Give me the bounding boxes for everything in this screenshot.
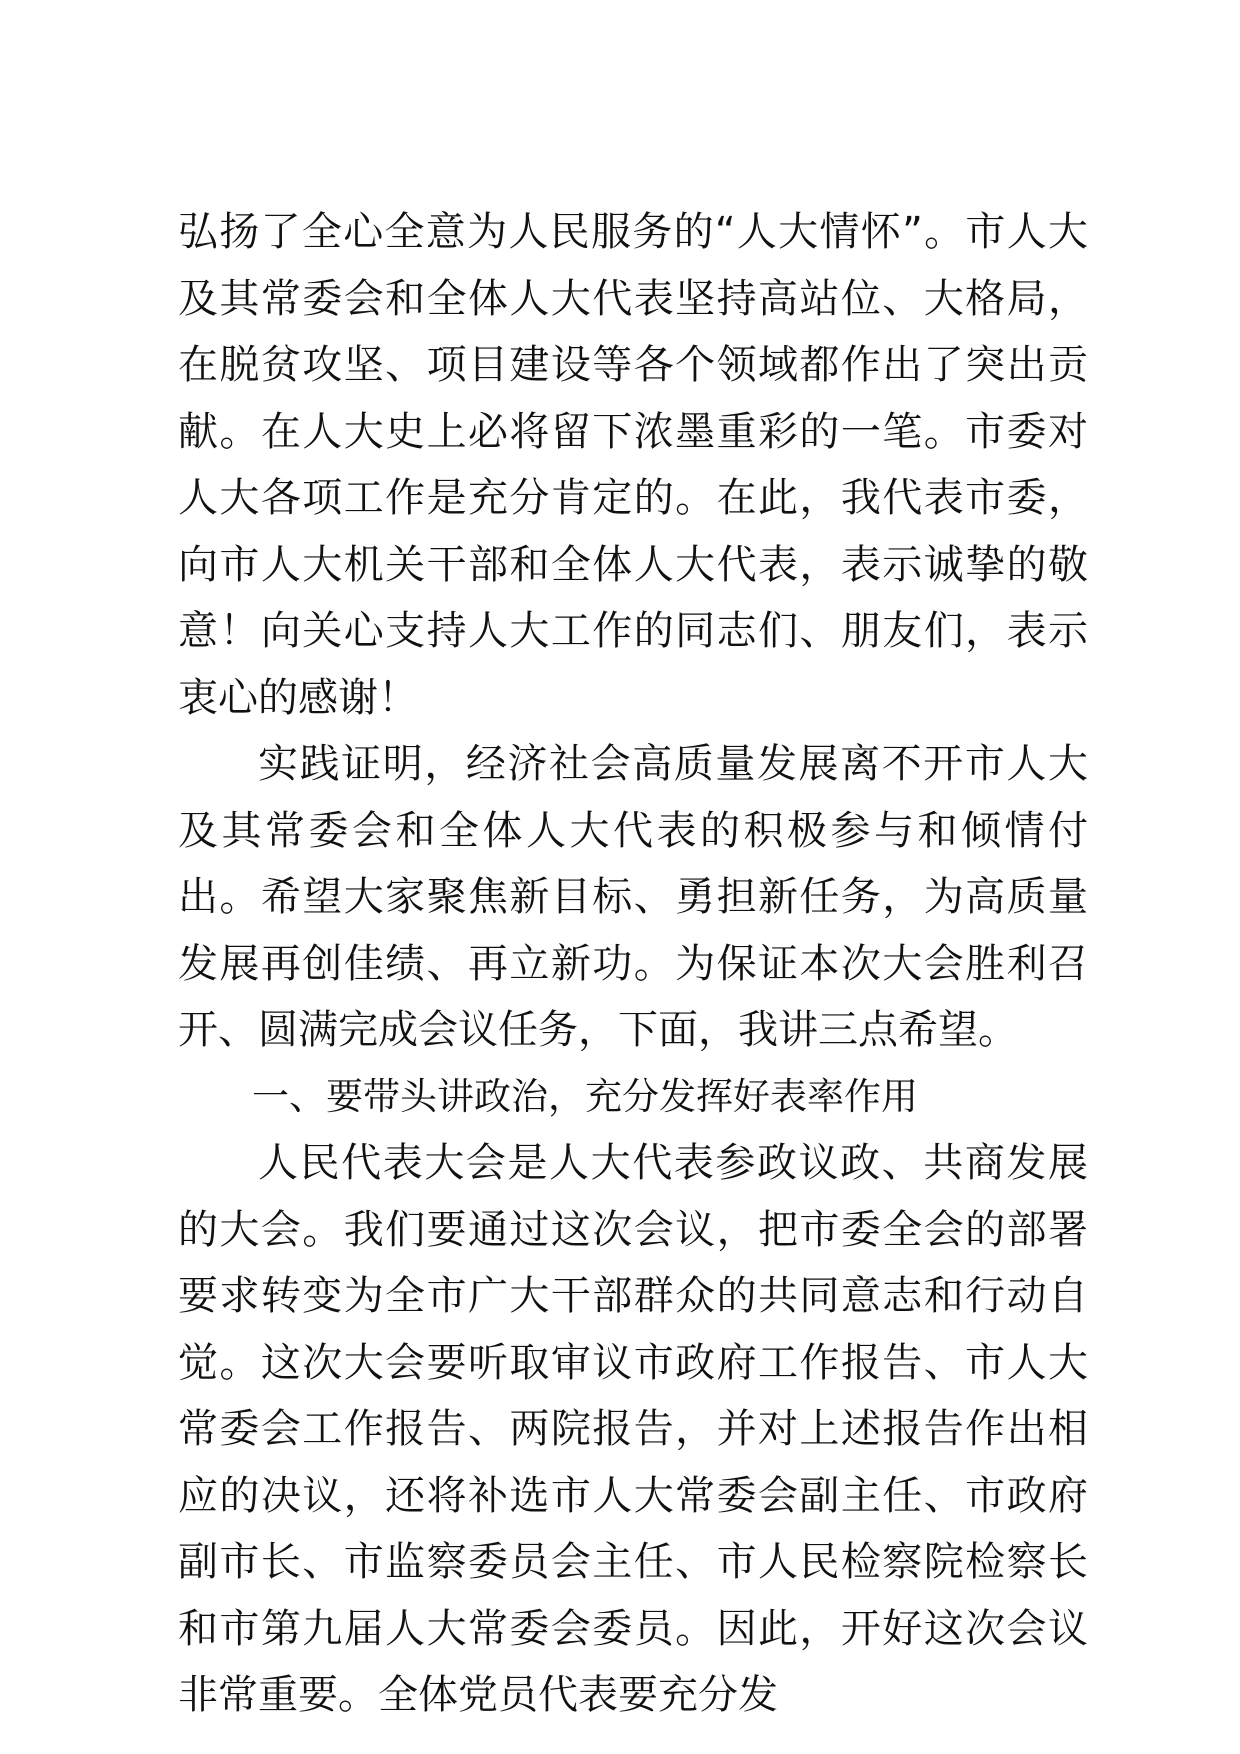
paragraph-3: 人民代表大会是人大代表参政议政、共商发展的大会。我们要通过这次会议，把市委全会的部署要求转变为全市广大干部群众的共同意志和行动自觉。这次大会要听取审议市政府工作报告、市人大常委会工作报告、两院报告，并对上述报告作出相应的决议，还将补选市人大常委会副主任、市政府副市长、市监察委员会主任、市人民检察院检察长和市第九届人大常委会委员。因此，开好这次会议非常重要。全体党员代表要充分发 xyxy=(178,1140,1088,1718)
section-heading-1: 一、要带头讲政治，充分发挥好表率作用 xyxy=(252,1074,918,1118)
paragraph-2: 实践证明，经济社会高质量发展离不开市人大及其常委会和全体人大代表的积极参与和倾情付出。希望大家聚焦新目标、勇担新任务，为高质量发展再创佳绩、再立新功。为保证本次大会胜利召开、圆满完成会议任务，下面，我讲三点希望。 xyxy=(178,741,1088,1053)
document-body xyxy=(178,199,1088,1729)
paragraph-1: 弘扬了全心全意为人民服务的“人大情怀”。市人大及其常委会和全体人大代表坚持高站位、大格局，在脱贫攻坚、项目建设等各个领域都作出了突出贡献。在人大史上必将留下浓墨重彩的一笔。市委对人大各项工作是充分肯定的。在此，我代表市委，向市人大机关干部和全体人大代表，表示诚挚的敬意！向关心支持人大工作的同志们、朋友们，表示衷心的感谢！ xyxy=(178,209,1088,721)
